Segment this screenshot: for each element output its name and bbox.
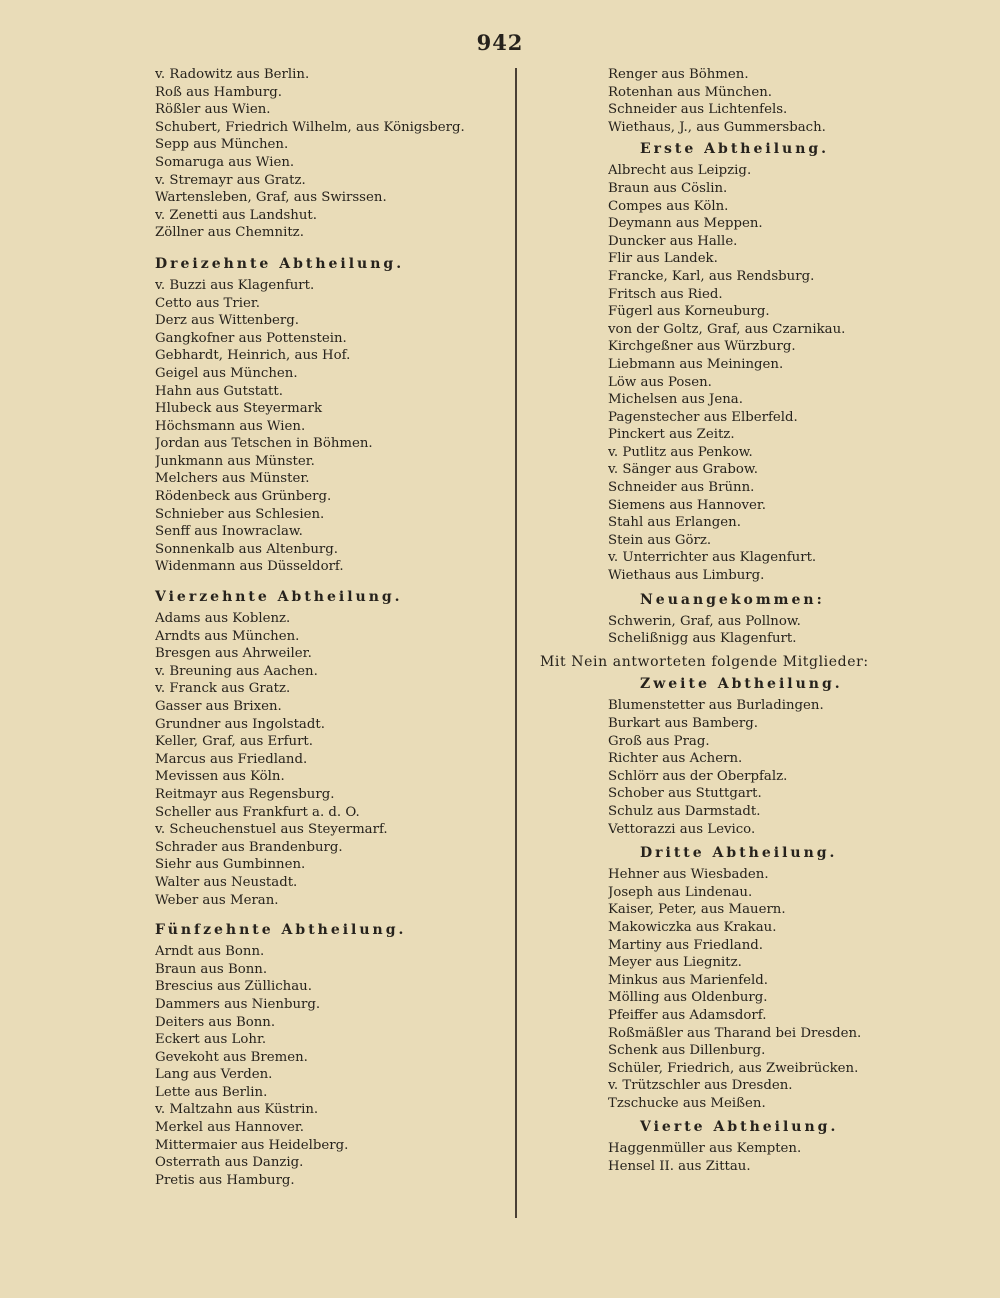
member-entry: Michelsen aus Jena. xyxy=(608,392,743,408)
section-heading: Dreizehnte Abtheilung. xyxy=(155,255,405,272)
member-entry: Francke, Karl, aus Rendsburg. xyxy=(608,268,815,284)
member-entry: Makowiczka aus Krakau. xyxy=(608,919,777,935)
section-heading: Fünfzehnte Abtheilung. xyxy=(155,922,407,939)
section-heading: Neuangekommen: xyxy=(640,591,825,608)
nein-vote-heading: Mit Nein antworteten folgende Mitglieder: xyxy=(540,653,869,670)
member-entry: Junkmann aus Münster. xyxy=(155,453,315,469)
member-entry: Flir aus Landek. xyxy=(608,251,718,267)
member-entry: Schober aus Stuttgart. xyxy=(608,786,762,802)
member-entry: Renger aus Böhmen. xyxy=(608,67,749,82)
member-entry: Groß aus Prag. xyxy=(608,733,710,749)
member-entry: Pfeiffer aus Adamsdorf. xyxy=(608,1007,767,1023)
member-entry: Widenmann aus Düsseldorf. xyxy=(155,559,344,575)
member-entry: Wiethaus aus Limburg. xyxy=(608,568,765,584)
member-entry: Duncker aus Halle. xyxy=(608,233,738,249)
column-divider xyxy=(515,68,517,1218)
right-sections-after xyxy=(608,674,948,1175)
member-entry: Mölling aus Oldenburg. xyxy=(608,990,768,1006)
member-entry: Hlubeck aus Steyermark xyxy=(155,401,323,417)
member-entry: Keller, Graf, aus Erfurt. xyxy=(155,734,313,750)
member-entry: Somaruga aus Wien. xyxy=(155,154,295,170)
member-entry: Schubert, Friedrich Wilhelm, aus Königsberg. xyxy=(155,119,465,135)
section-heading: Erste Abtheilung. xyxy=(640,141,830,158)
member-entry: Senff aus Inowraclaw. xyxy=(155,524,303,540)
member-entry: Schrader aus Brandenburg. xyxy=(155,839,343,855)
member-entry: Rößler aus Wien. xyxy=(155,102,271,118)
member-entry: Stahl aus Erlangen. xyxy=(608,515,741,531)
member-entry: Scheller aus Frankfurt a. d. O. xyxy=(155,804,360,820)
section-heading: Vierte Abtheilung. xyxy=(640,1119,839,1136)
member-entry: v. Scheuchenstuel aus Steyermarf. xyxy=(155,822,388,838)
member-entry: v. Putlitz aus Penkow. xyxy=(608,444,753,460)
right-intro-list xyxy=(608,66,948,136)
member-entry: Albrecht aus Leipzig. xyxy=(608,163,752,179)
member-entry: Weber aus Meran. xyxy=(155,892,279,908)
member-entry: Schwerin, Graf, aus Pollnow. xyxy=(608,613,801,629)
member-entry: Derz aus Wittenberg. xyxy=(155,313,299,329)
member-entry: Sonnenkalb aus Altenburg. xyxy=(155,541,338,557)
member-entry: Compes aus Köln. xyxy=(608,198,729,214)
member-entry: Adams aus Koblenz. xyxy=(155,611,291,627)
member-entry: Blumenstetter aus Burladingen. xyxy=(608,698,824,714)
member-entry: v. Radowitz aus Berlin. xyxy=(155,67,310,82)
member-entry: Meyer aus Liegnitz. xyxy=(608,955,742,971)
member-entry: Gangkofner aus Pottenstein. xyxy=(155,330,347,346)
member-entry: Walter aus Neustadt. xyxy=(155,874,298,890)
member-entry: v. Unterrichter aus Klagenfurt. xyxy=(608,550,817,566)
member-entry: Bresgen aus Ahrweiler. xyxy=(155,646,312,662)
member-entry: Höchsmann aus Wien. xyxy=(155,418,306,434)
member-entry: Richter aus Achern. xyxy=(608,751,743,767)
member-entry: Schenk aus Dillenburg. xyxy=(608,1043,766,1059)
member-entry: Hahn aus Gutstatt. xyxy=(155,383,283,399)
member-entry: Merkel aus Hannover. xyxy=(155,1120,304,1136)
member-entry: Siemens aus Hannover. xyxy=(608,497,767,513)
member-entry: Lang aus Verden. xyxy=(155,1067,273,1083)
member-entry: Marcus aus Friedland. xyxy=(155,751,308,767)
member-entry: v. Maltzahn aus Küstrin. xyxy=(155,1102,319,1118)
member-entry: Deymann aus Meppen. xyxy=(608,216,763,232)
member-entry: Martiny aus Friedland. xyxy=(608,937,764,953)
left-column xyxy=(155,66,505,1189)
member-entry: Rotenhan aus München. xyxy=(608,84,773,100)
section-heading: Zweite Abtheilung. xyxy=(640,676,843,693)
member-entry: Braun aus Cöslin. xyxy=(608,180,728,196)
member-entry: Geigel aus München. xyxy=(155,365,298,381)
member-entry: Schelißnigg aus Klagenfurt. xyxy=(608,631,797,647)
member-entry: Tzschucke aus Meißen. xyxy=(608,1095,766,1111)
member-entry: Hensel II. aus Zittau. xyxy=(608,1159,751,1175)
member-entry: Roß aus Hamburg. xyxy=(155,84,282,100)
member-entry: Dammers aus Nienburg. xyxy=(155,996,321,1012)
member-entry: v. Breuning aus Aachen. xyxy=(155,663,318,679)
member-entry: Pretis aus Hamburg. xyxy=(155,1172,295,1188)
member-entry: Gebhardt, Heinrich, aus Hof. xyxy=(155,348,351,364)
member-entry: Wartensleben, Graf, aus Swirssen. xyxy=(155,190,387,206)
member-entry: Schlörr aus der Oberpfalz. xyxy=(608,768,788,784)
member-entry: Wiethaus, J., aus Gummersbach. xyxy=(608,119,826,135)
member-entry: Braun aus Bonn. xyxy=(155,961,268,977)
page-number: 942 xyxy=(476,30,524,55)
right-sections-before xyxy=(608,139,948,647)
member-entry: Burkart aus Bamberg. xyxy=(608,716,758,731)
member-entry: Reitmayr aus Regensburg. xyxy=(155,786,335,802)
member-entry: Kaiser, Peter, aus Mauern. xyxy=(608,902,786,918)
member-entry: v. Trützschler aus Dresden. xyxy=(608,1078,793,1094)
right-column xyxy=(540,66,948,1176)
member-entry: Mevissen aus Köln. xyxy=(155,769,285,785)
member-entry: Pagenstecher aus Elberfeld. xyxy=(608,409,798,425)
member-entry: Schulz aus Darmstadt. xyxy=(608,803,761,819)
member-entry: v. Zenetti aus Landshut. xyxy=(155,207,317,223)
member-entry: Minkus aus Marienfeld. xyxy=(608,972,769,988)
member-entry: Gevekoht aus Bremen. xyxy=(155,1049,308,1065)
member-entry: Joseph aus Lindenau. xyxy=(608,884,753,900)
member-entry: Sepp aus München. xyxy=(155,137,289,153)
member-entry: Siehr aus Gumbinnen. xyxy=(155,857,306,873)
member-entry: Schneider aus Lichtenfels. xyxy=(608,102,788,118)
member-entry: Kirchgeßner aus Würzburg. xyxy=(608,339,796,355)
member-entry: v. Stremayr aus Gratz. xyxy=(155,172,306,188)
member-entry: Cetto aus Trier. xyxy=(155,295,260,311)
section-heading: Dritte Abtheilung. xyxy=(640,845,838,862)
member-entry: Grundner aus Ingolstadt. xyxy=(155,716,325,732)
member-entry: Schneider aus Brünn. xyxy=(608,480,755,496)
member-entry: Liebmann aus Meiningen. xyxy=(608,356,784,372)
member-entry: Lette aus Berlin. xyxy=(155,1084,268,1100)
member-entry: Arndt aus Bonn. xyxy=(155,944,265,960)
member-entry: Melchers aus Münster. xyxy=(155,471,310,487)
left-intro-list xyxy=(155,66,505,242)
member-entry: Deiters aus Bonn. xyxy=(155,1014,276,1030)
member-entry: Hehner aus Wiesbaden. xyxy=(608,867,769,883)
member-entry: Gasser aus Brixen. xyxy=(155,699,282,714)
member-entry: v. Buzzi aus Klagenfurt. xyxy=(155,277,315,293)
member-entry: Roßmäßler aus Tharand bei Dresden. xyxy=(608,1025,862,1041)
member-entry: Schnieber aus Schlesien. xyxy=(155,506,325,522)
member-entry: Arndts aus München. xyxy=(155,628,300,644)
member-entry: Rödenbeck aus Grünberg. xyxy=(155,489,332,505)
member-entry: Fritsch aus Ried. xyxy=(608,286,723,302)
member-entry: Fügerl aus Korneuburg. xyxy=(608,304,770,320)
member-entry: Jordan aus Tetschen in Böhmen. xyxy=(155,436,373,452)
member-entry: Haggenmüller aus Kempten. xyxy=(608,1141,802,1157)
member-entry: Zöllner aus Chemnitz. xyxy=(155,225,304,241)
member-entry: Mittermaier aus Heidelberg. xyxy=(155,1137,349,1153)
member-entry: Pinckert aus Zeitz. xyxy=(608,427,735,443)
member-entry: Brescius aus Züllichau. xyxy=(155,979,312,995)
member-entry: v. Sänger aus Grabow. xyxy=(608,462,758,478)
member-entry: v. Franck aus Gratz. xyxy=(155,681,291,697)
member-entry: Stein aus Görz. xyxy=(608,532,712,548)
section-heading: Vierzehnte Abtheilung. xyxy=(155,589,403,606)
member-entry: von der Goltz, Graf, aus Czarnikau. xyxy=(608,321,846,337)
member-entry: Vettorazzi aus Levico. xyxy=(608,821,756,837)
member-entry: Eckert aus Lohr. xyxy=(155,1032,267,1048)
member-entry: Osterrath aus Danzig. xyxy=(155,1155,304,1171)
member-entry: Löw aus Posen. xyxy=(608,374,712,390)
left-sections xyxy=(155,254,505,1190)
member-entry: Schüler, Friedrich, aus Zweibrücken. xyxy=(608,1060,859,1076)
